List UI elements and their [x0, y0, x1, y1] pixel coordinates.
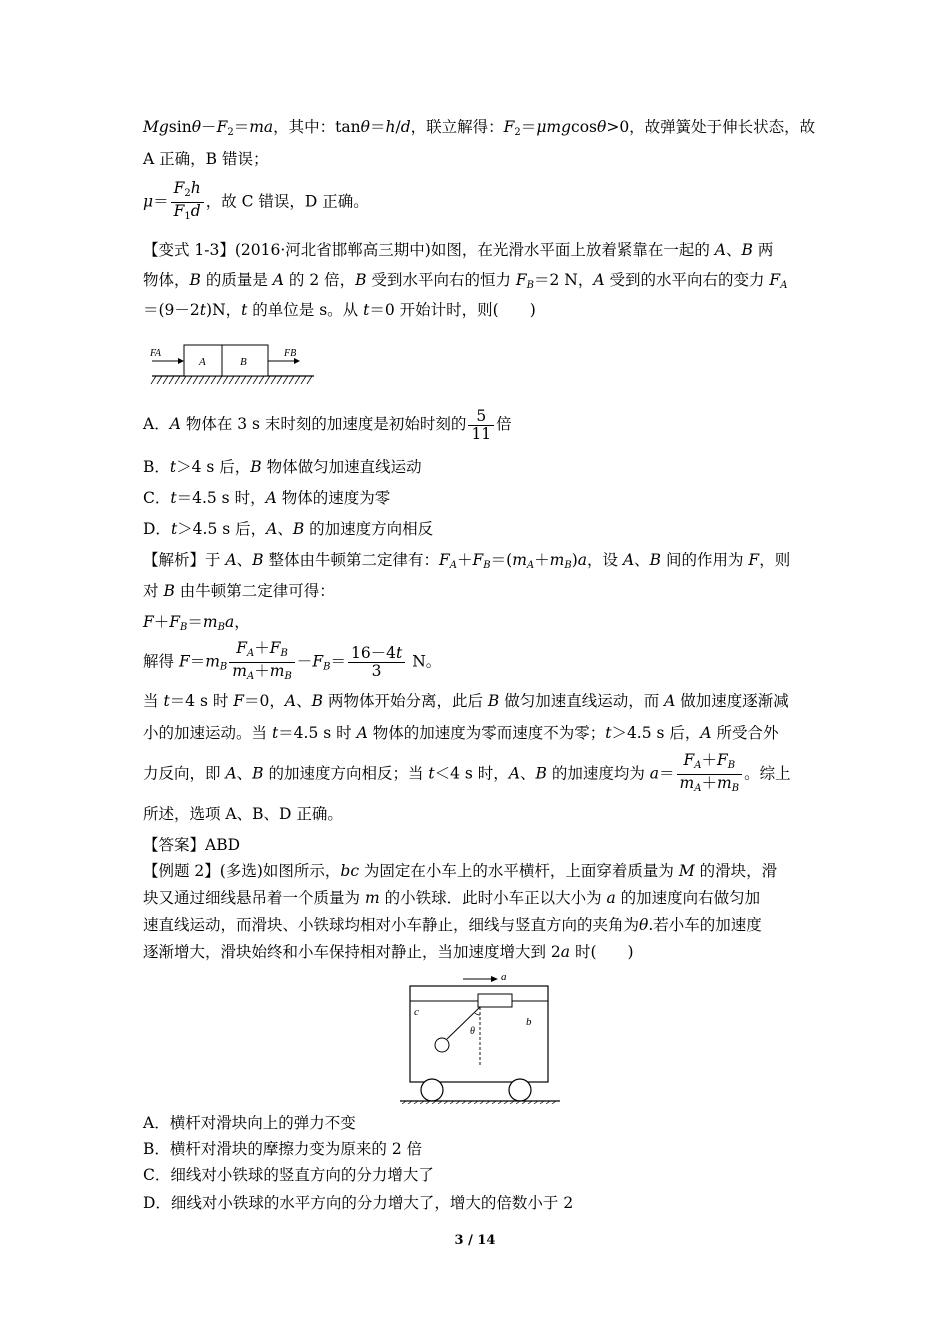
- example-option-b: B．横杆对滑块的摩擦力变为原来的 2 倍: [143, 1140, 423, 1158]
- analysis-line-2: 对 B 由牛顿第二定律可得：: [143, 582, 335, 600]
- example-line-3: 速直线运动，而滑块、小铁球均相对小车静止，细线与竖直方向的夹角为θ.若小车的加速度: [143, 916, 762, 934]
- example-line-4: 逐渐增大，滑块始终和小车保持相对静止，当加速度增大到 2a 时( ): [143, 943, 634, 961]
- variant-line-2: 物体，B 的质量是 A 的 2 倍，B 受到水平向右的恒力 $F_B=2$ N，A 受到的水平向右的变力 $F_A$: [143, 271, 788, 291]
- string: [447, 1007, 480, 1039]
- para-line-2: A 正确，B 错误；: [143, 150, 269, 168]
- option-d: D．t＞4.5 s 后，A、B 的加速度方向相反: [143, 520, 434, 538]
- analysis-line-6: 小的加速运动。当 t＝4.5 s 时 A 物体的加速度为零而速度不为零；t＞4.5 s 后，A 所受合外: [143, 724, 779, 742]
- cart-figure: [400, 968, 560, 1104]
- example-option-a: A．横杆对滑块向上的弹力不变: [143, 1114, 356, 1132]
- example-option-d: D．细线对小铁球的水平方向的分力增大了，增大的倍数小于 2: [143, 1194, 574, 1212]
- analysis-line-8: 所述，选项 A、B、D 正确。: [143, 805, 343, 823]
- label-fa: FA: [150, 348, 161, 359]
- mu-formula: μ＝ $\frac{F_2h}{F_1d}$ ，故 C 错误，D 正确。: [143, 179, 369, 222]
- analysis-line-4: 解得 $F=m_B$ $\frac{F_A+F_B}{m_A+m_B}$ $-F_B=$ $\frac{16-4t}{3}$ N。: [143, 639, 442, 682]
- example-line-2: 块又通过细线悬吊着一个质量为 m 的小铁球．此时小车正以大小为 a 的加速度向右做匀加: [143, 889, 761, 907]
- example-option-c: C．细线对小铁球的竖直方向的分力增大了: [143, 1166, 434, 1184]
- option-a: A．A 物体在 3 s 末时刻的加速度是初始时刻的 $\frac{5}{11}$ 倍: [143, 406, 512, 443]
- wheel-right: [509, 1079, 531, 1101]
- variant-line-1: 【变式 1-3】(2016·河北省邯郸高三期中)如图，在光滑水平面上放着紧靠在一起的 A、B 两: [143, 241, 774, 259]
- label-b: B: [240, 356, 247, 368]
- variant-line-3: ＝(9－2t)N，t 的单位是 s。从 t＝0 开始计时，则( ): [143, 301, 536, 319]
- blocks-figure: [148, 340, 320, 388]
- option-c: C．t＝4.5 s 时，A 物体的速度为零: [143, 489, 391, 507]
- label-theta: θ: [470, 1026, 475, 1037]
- option-b: B．t＞4 s 后，B 物体做匀加速直线运动: [143, 458, 422, 476]
- page-number: 3 / 14: [454, 1233, 496, 1248]
- para-line-1: $Mgsin\theta-F_2=ma$，其中：tanθ＝h/d，联立解得：$F_2=\mu mgcos\theta>0$，故弹簧处于伸长状态，故: [143, 118, 816, 138]
- label-a: A: [199, 356, 206, 368]
- analysis-line-1: 【解析】于 A、B 整体由牛顿第二定律有：$F_A+F_B=(m_A+m_B)a$，设 A、B 间的作用为 F，则: [143, 551, 791, 571]
- label-accel: a: [501, 971, 507, 983]
- iron-ball: [435, 1038, 449, 1052]
- label-c: c: [414, 1006, 419, 1018]
- example-line-1: 【例题 2】(多选)如图所示，bc 为固定在小车上的水平横杆，上面穿着质量为 M 的滑块，滑: [143, 862, 778, 880]
- analysis-line-3: $F+F_B=m_Ba$，: [143, 613, 250, 633]
- label-b2: b: [526, 1016, 532, 1028]
- slider: [478, 994, 512, 1007]
- wheel-left: [421, 1079, 443, 1101]
- answer: 【答案】ABD: [143, 836, 241, 854]
- analysis-line-7: 力反向，即 A、B 的加速度方向相反；当 t＜4 s 时，A、B 的加速度均为 a＝ $\frac{F_A+F_B}{m_A+m_B}$ 。综上: [143, 751, 791, 794]
- analysis-line-5: 当 t＝4 s 时 F＝0，A、B 两物体开始分离，此后 B 做匀加速直线运动，而 A 做加速度逐渐减: [143, 692, 789, 710]
- label-fb: FB: [284, 348, 297, 359]
